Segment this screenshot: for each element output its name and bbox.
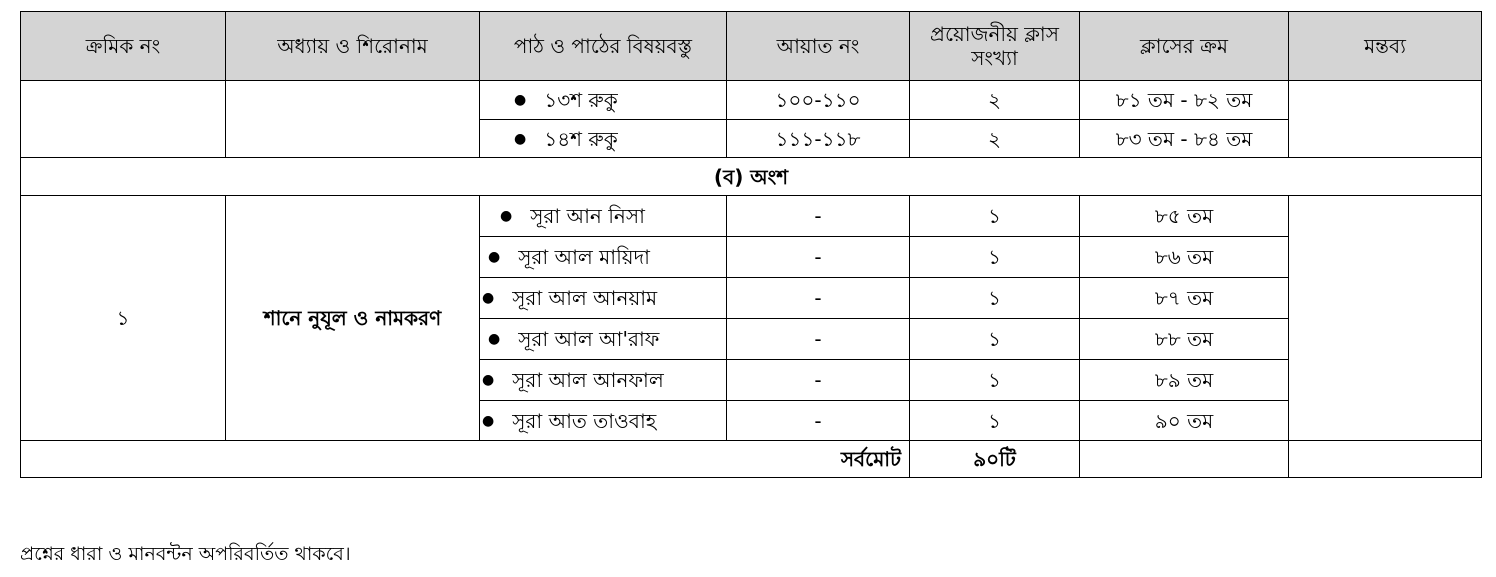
- lesson-cell: [480, 120, 727, 158]
- order-cell: ৮৩ তম - ৮৪ তম: [1080, 120, 1289, 158]
- order-cell: ৮৫ তম: [1080, 196, 1289, 237]
- ayat-cell: -: [727, 196, 910, 237]
- table-row: [21, 81, 1482, 120]
- header-lesson: পাঠ ও পাঠের বিষয়বস্তু: [480, 12, 727, 81]
- empty-cell: [1289, 441, 1482, 478]
- classes-cell: ১: [910, 401, 1080, 441]
- ayat-cell: ১১১-১১৮: [727, 120, 910, 158]
- ayat-cell: -: [727, 319, 910, 360]
- chapter-cell: শানে নুযূল ও নামকরণ: [226, 196, 480, 441]
- lesson-text: সূরা আল আনয়াম: [512, 286, 658, 310]
- lesson-cell: [480, 278, 727, 319]
- lesson-text: ১৪শ রুকু: [544, 126, 618, 151]
- header-classes: প্রয়োজনীয় ক্লাস সংখ্যা: [910, 12, 1080, 81]
- lesson-cell: [480, 401, 727, 441]
- classes-cell: ১: [910, 360, 1080, 401]
- lesson-cell: [480, 360, 727, 401]
- classes-cell: ১: [910, 196, 1080, 237]
- ayat-cell: -: [727, 401, 910, 441]
- remarks-cell: [1289, 196, 1482, 441]
- lesson-text: সূরা আল মায়িদা: [518, 245, 650, 269]
- footer-note: প্রশ্নের ধারা ও মানবন্টন অপরিবর্তিত থাকবে।: [20, 543, 351, 565]
- bullet-icon: ●: [488, 249, 501, 265]
- total-value: ৯০টি: [910, 441, 1080, 478]
- lesson-text: সূরা আল আ'রাফ: [518, 327, 660, 351]
- classes-cell: ২: [910, 81, 1080, 120]
- order-cell: ৮৭ তম: [1080, 278, 1289, 319]
- lesson-text: সূরা আন নিসা: [530, 204, 645, 228]
- total-row: [21, 441, 1482, 478]
- table-row: [21, 196, 1482, 237]
- header-order: ক্লাসের ক্রম: [1080, 12, 1289, 81]
- header-chapter: অধ্যায় ও শিরোনাম: [226, 12, 480, 81]
- bullet-icon: ●: [488, 331, 501, 347]
- syllabus-table: [20, 11, 1482, 478]
- chapter-cell: [226, 81, 480, 158]
- lesson-text: ১৩শ রুকু: [544, 88, 618, 112]
- classes-cell: ১: [910, 278, 1080, 319]
- ayat-cell: -: [727, 237, 910, 278]
- empty-cell: [1080, 441, 1289, 478]
- bullet-icon: ●: [514, 92, 527, 108]
- header-ayat: আয়াত নং: [727, 12, 910, 81]
- lesson-text: সূরা আত তাওবাহ: [512, 408, 657, 433]
- header-row: [21, 12, 1482, 81]
- lesson-cell: [480, 196, 727, 237]
- lesson-cell: [480, 319, 727, 360]
- lesson-cell: [480, 237, 727, 278]
- serial-cell: [21, 81, 226, 158]
- ayat-cell: ১০০-১১০: [727, 81, 910, 120]
- order-cell: ৮৬ তম: [1080, 237, 1289, 278]
- bullet-icon: ●: [514, 130, 527, 147]
- serial-cell: ১: [21, 196, 226, 441]
- order-cell: ৮৯ তম: [1080, 360, 1289, 401]
- order-cell: ৮৮ তম: [1080, 319, 1289, 360]
- header-serial: ক্রমিক নং: [21, 12, 226, 81]
- bullet-icon: ●: [482, 372, 495, 388]
- bullet-icon: ●: [482, 412, 495, 429]
- ayat-cell: -: [727, 360, 910, 401]
- classes-cell: ২: [910, 120, 1080, 158]
- lesson-text: সূরা আল আনফাল: [512, 368, 664, 392]
- ayat-cell: -: [727, 278, 910, 319]
- section-b-title: (ব) অংশ: [21, 158, 1482, 196]
- order-cell: ৯০ তম: [1080, 401, 1289, 441]
- total-label: সর্বমোট: [21, 441, 910, 478]
- remarks-cell: [1289, 81, 1482, 158]
- lesson-cell: [480, 81, 727, 120]
- section-row: [21, 158, 1482, 196]
- bullet-icon: ●: [482, 290, 495, 306]
- order-cell: ৮১ তম - ৮২ তম: [1080, 81, 1289, 120]
- classes-cell: ১: [910, 237, 1080, 278]
- header-remarks: মন্তব্য: [1289, 12, 1482, 81]
- bullet-icon: ●: [500, 208, 513, 224]
- classes-cell: ১: [910, 319, 1080, 360]
